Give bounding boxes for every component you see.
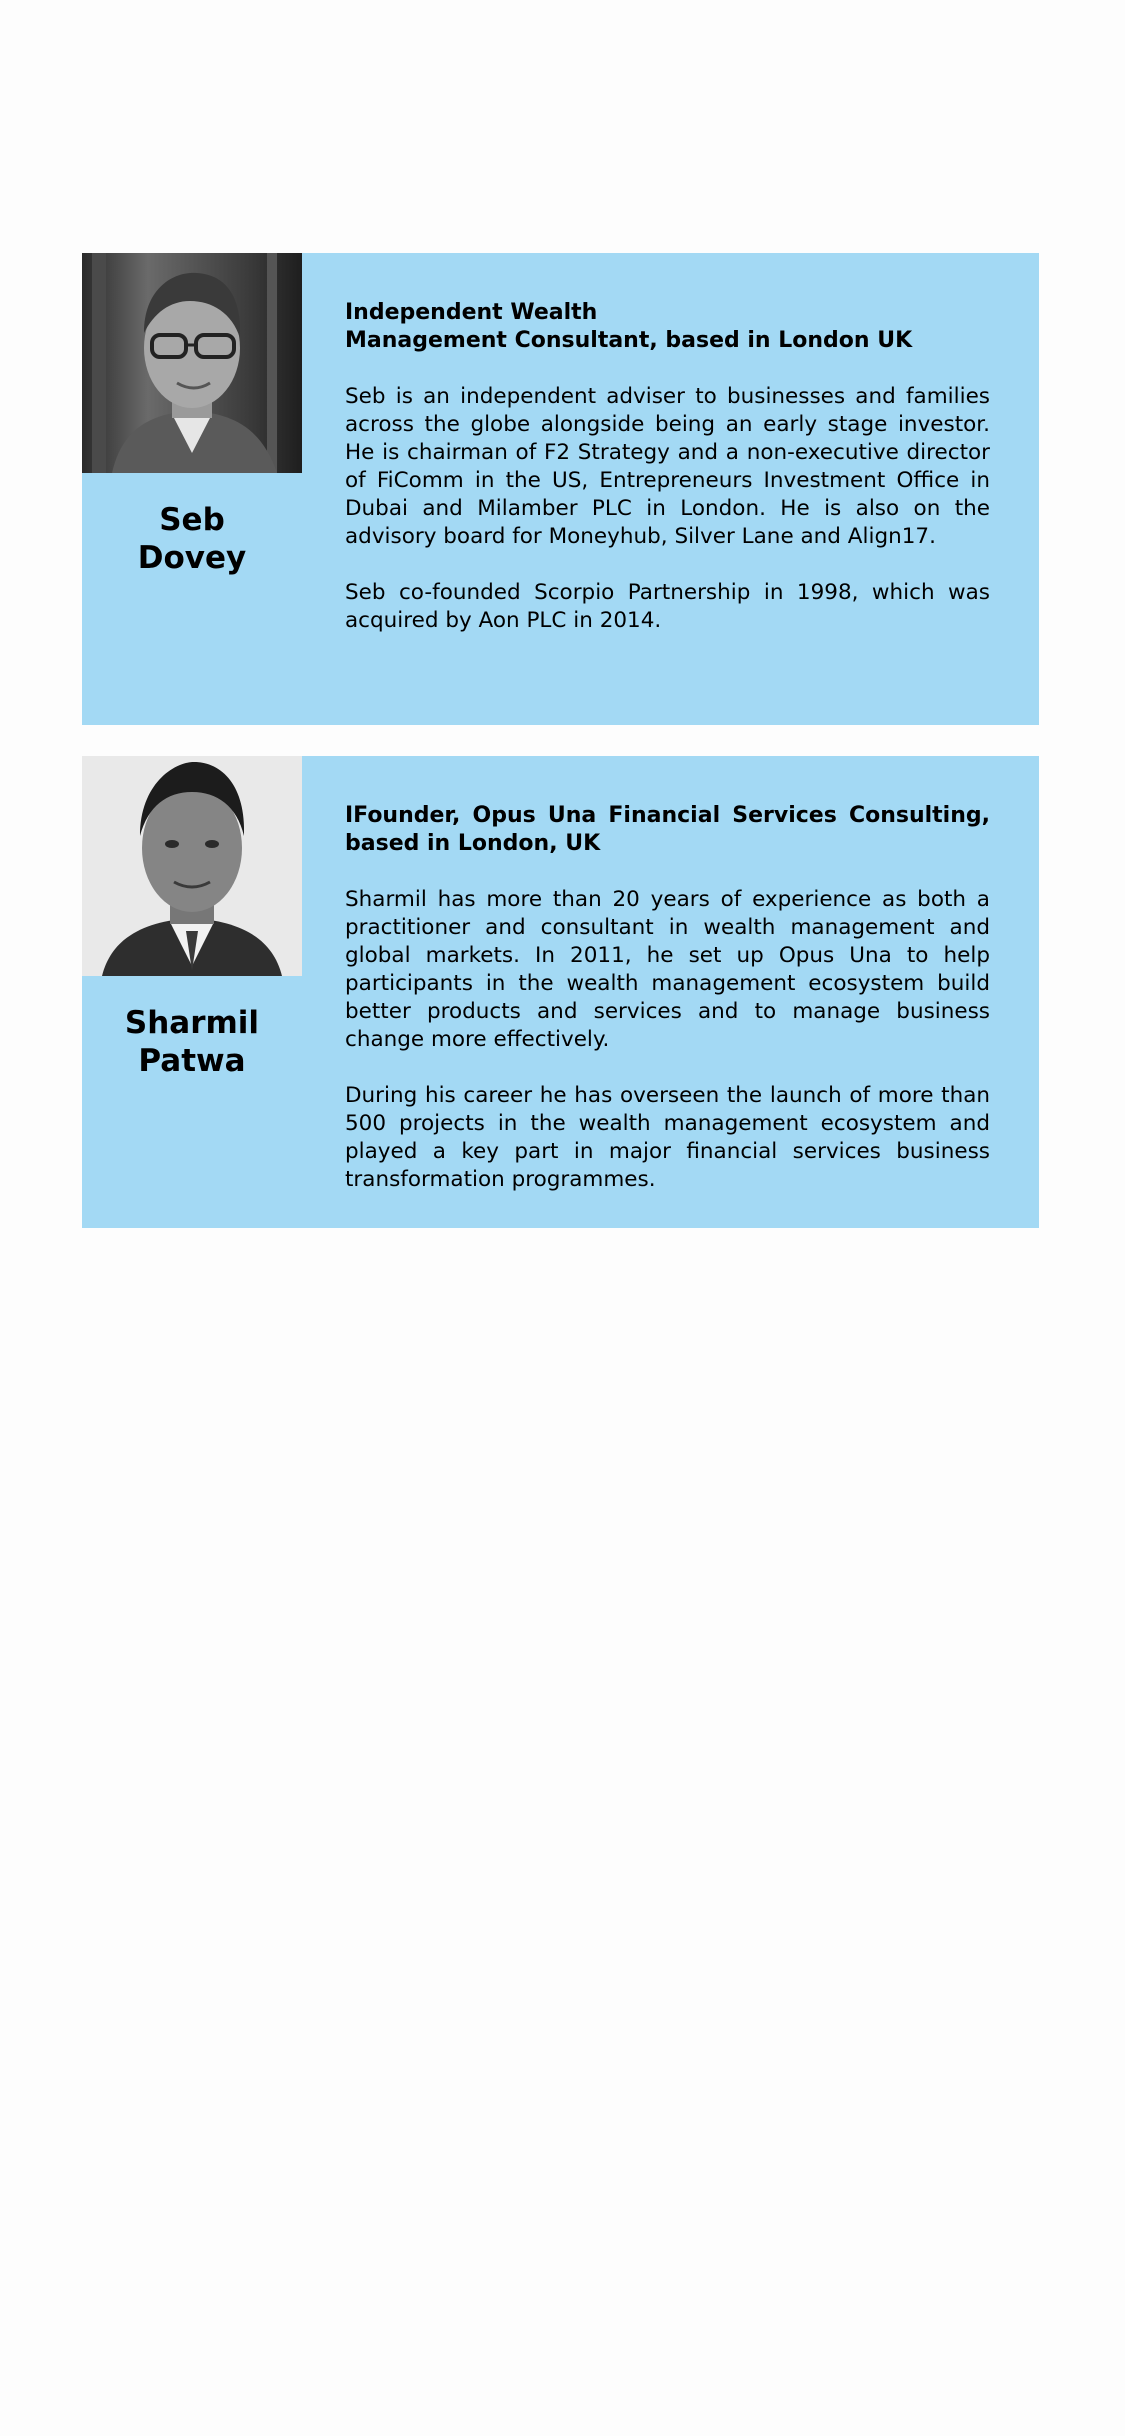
profile-card-seb-dovey — [82, 253, 1039, 725]
person-name — [82, 1004, 302, 1080]
bio-paragraph: Seb is an independent adviser to businesses and families across the globe alongside being an early stage investor. He is chairman of F2 Strategy and a non-executive director of FiComm in the US, Entrepreneurs Investment Office in Dubai and Milamber PLC in London. He is also on the advisory board for Moneyhub, Silver Lane and Align17. — [345, 384, 990, 549]
person-last-name: Patwa — [138, 1043, 246, 1079]
role-title-line-2: Management Consultant, based in London UK — [345, 328, 913, 353]
bio-paragraph: Sharmil has more than 20 years of experience as both a practitioner and consultant in wealth management and global markets. In 2011, he set up Opus Una to help participants in the wealth management ecosystem build better products and services and to manage business change more effectively. — [345, 887, 990, 1052]
role-title — [345, 299, 990, 355]
person-last-name: Dovey — [137, 540, 247, 576]
bio-paragraph: Seb co-founded Scorpio Partnership in 1998, which was acquired by Aon PLC in 2014. — [345, 580, 990, 633]
profile-content — [345, 299, 990, 663]
role-title-line-1: Independent Wealth — [345, 300, 598, 325]
bio-paragraph: During his career he has overseen the launch of more than 500 projects in the wealth management ecosystem and played a key part in major financial services business transformation programmes. — [345, 1083, 990, 1192]
profile-card-sharmil-patwa — [82, 756, 1039, 1228]
role-title: IFounder, Opus Una Financial Services Consulting, based in London, UK — [345, 803, 990, 856]
person-first-name: Sharmil — [124, 1005, 260, 1041]
profile-photo — [82, 253, 302, 473]
person-first-name: Seb — [159, 502, 225, 538]
profile-photo — [82, 756, 302, 976]
person-name — [82, 501, 302, 577]
profile-content — [345, 802, 990, 1222]
